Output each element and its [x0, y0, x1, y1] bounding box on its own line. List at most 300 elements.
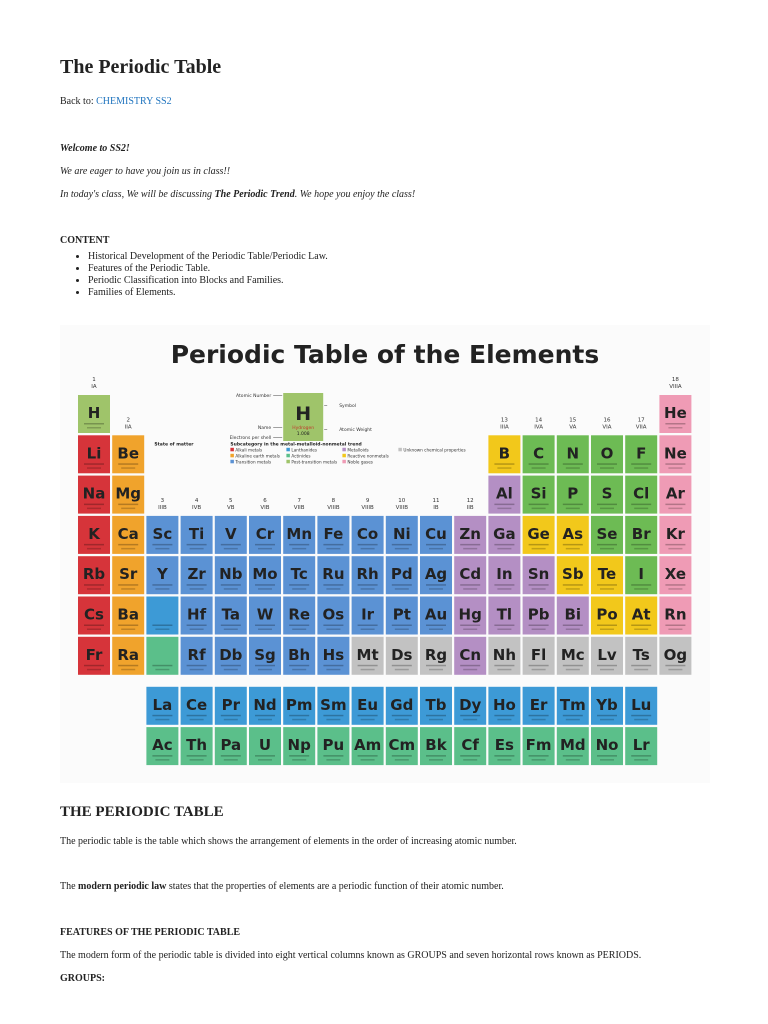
element-detail-line: [631, 665, 651, 667]
element-detail-line: [224, 719, 238, 721]
list-item: • Historical Development of the Periodic Table/Periodic Law.: [88, 251, 328, 263]
element-detail-line: [665, 625, 685, 627]
element-detail-line: [494, 625, 514, 627]
element-symbol: Zr: [187, 565, 206, 584]
legend-item-label: Lanthanides: [291, 447, 318, 453]
element-symbol: Pt: [392, 605, 411, 624]
element-symbol: In: [496, 565, 513, 584]
element-detail-line: [289, 665, 309, 667]
element-symbol: Md: [559, 736, 586, 755]
group-number-label: 1: [92, 377, 96, 383]
element-detail-line: [463, 719, 477, 721]
element-detail-line: [597, 584, 617, 586]
group-roman-label: VA: [569, 424, 577, 431]
element-symbol: F: [636, 444, 647, 463]
element-detail-line: [532, 719, 546, 721]
element-detail-line: [87, 508, 101, 510]
element-detail-line: [118, 584, 138, 586]
element-symbol: Mo: [252, 565, 278, 584]
element-detail-line: [323, 625, 343, 627]
element-detail-line: [121, 467, 135, 469]
element-detail-line: [118, 463, 138, 465]
element-symbol: Fr: [85, 645, 103, 664]
element-symbol: Rg: [424, 645, 448, 664]
element-symbol: Lv: [597, 645, 617, 664]
group-roman-label: IIIA: [500, 424, 509, 431]
element-symbol: Nb: [219, 565, 243, 584]
group-roman-label: VIIIB: [395, 504, 409, 511]
back-prefix: Back to:: [60, 96, 97, 107]
element-symbol: Lu: [631, 695, 652, 714]
element-detail-line: [429, 759, 443, 761]
law-suffix: states that the properties of elements are a periodic function of their atomic number.: [166, 881, 504, 892]
element-symbol: Sb: [562, 565, 584, 584]
element-detail-line: [224, 588, 238, 590]
element-symbol: Ds: [391, 645, 413, 664]
element-symbol: Nd: [253, 695, 277, 714]
element-detail-line: [121, 548, 135, 550]
group-number-label: 3: [160, 497, 165, 504]
key-label-atomic-weight: Atomic Weight: [339, 428, 372, 433]
element-detail-line: [668, 669, 682, 671]
element-symbol: Ag: [424, 565, 448, 584]
legend-item-label: Alkali metals: [235, 447, 263, 453]
group-roman-label: VIIIB: [327, 504, 340, 511]
element-detail-line: [258, 759, 272, 761]
element-symbol: Sr: [119, 565, 138, 584]
element-detail-line: [566, 629, 580, 631]
element-detail-line: [634, 759, 648, 761]
element-symbol: Tc: [290, 565, 308, 584]
legend-swatch: [286, 454, 290, 458]
element-detail-line: [224, 669, 238, 671]
legend-item-label: Noble gases: [347, 459, 373, 465]
element-detail-line: [258, 629, 272, 631]
element-detail-line: [84, 665, 104, 667]
element-detail-line: [361, 588, 375, 590]
element-detail-line: [497, 629, 511, 631]
element-symbol: Pa: [220, 736, 242, 755]
element-detail-line: [597, 755, 617, 757]
content-list: [60, 251, 328, 299]
element-detail-line: [532, 467, 546, 469]
legend-item-label: Post-transition metals: [291, 459, 338, 465]
element-symbol: Bi: [564, 605, 582, 624]
group-number-label: 18: [671, 377, 679, 383]
element-symbol: Pb: [527, 605, 550, 624]
element-symbol: Cf: [461, 736, 479, 755]
element-symbol: O: [600, 444, 614, 463]
element-detail-line: [566, 719, 580, 721]
element-detail-line: [634, 719, 648, 721]
legend-swatch: [286, 460, 290, 464]
element-symbol: Se: [596, 524, 618, 543]
group-roman-label: VIIA: [635, 424, 647, 431]
element-detail-line: [529, 584, 549, 586]
element-detail-line: [600, 629, 614, 631]
element-detail-line: [326, 759, 340, 761]
element-symbol: Au: [424, 605, 448, 624]
group-roman-label: VIIIA: [669, 384, 682, 390]
element-detail-line: [529, 625, 549, 627]
element-symbol: Cd: [459, 565, 482, 584]
groups-heading: GROUPS:: [60, 973, 105, 984]
element-symbol: Li: [86, 444, 102, 463]
group-number-label: 17: [637, 417, 645, 424]
element-detail-line: [258, 588, 272, 590]
section-heading: THE PERIODIC TABLE: [60, 804, 224, 820]
element-detail-line: [121, 669, 135, 671]
element-detail-line: [87, 669, 101, 671]
group-number-label: 8: [331, 497, 336, 504]
group-number-label: 10: [398, 497, 406, 504]
element-symbol: Ho: [492, 695, 516, 714]
element-detail-line: [392, 625, 412, 627]
element-detail-line: [566, 759, 580, 761]
element-detail-line: [395, 548, 409, 550]
element-detail-line: [634, 669, 648, 671]
group-number-label: 2: [126, 417, 130, 424]
element-detail-line: [529, 504, 549, 506]
element-symbol: Ni: [392, 524, 411, 543]
group-roman-label: VB: [227, 504, 235, 511]
element-detail-line: [292, 548, 306, 550]
legend-swatch: [342, 454, 346, 458]
element-detail-line: [668, 548, 682, 550]
element-symbol: Si: [530, 484, 547, 503]
element-symbol: P: [567, 484, 579, 503]
element-detail-line: [665, 504, 685, 506]
element-detail-line: [429, 719, 443, 721]
element-symbol: Tm: [559, 695, 586, 714]
element-symbol: N: [566, 444, 580, 463]
groups-periods-paragraph: The modern form of the periodic table is divided into eight vertical columns known as GROUPS and seven horizontal rows known as PERIODS.: [60, 950, 642, 961]
element-detail-line: [597, 504, 617, 506]
element-detail-line: [152, 584, 172, 586]
element-detail-line: [460, 665, 480, 667]
element-detail-line: [187, 584, 207, 586]
legend-swatch: [342, 460, 346, 464]
legend-swatch: [342, 448, 346, 452]
element-symbol: Sn: [527, 565, 550, 584]
element-detail-line: [289, 625, 309, 627]
element-detail-line: [426, 625, 446, 627]
element-detail-line: [494, 544, 514, 546]
element-detail-line: [668, 427, 682, 429]
element-symbol: Eu: [357, 695, 379, 714]
element-detail-line: [600, 669, 614, 671]
group-roman-label: IIB: [466, 504, 474, 511]
element-detail-line: [665, 423, 685, 425]
element-symbol: Dy: [459, 695, 482, 714]
element-symbol: I: [638, 565, 644, 584]
element-detail-line: [84, 463, 104, 465]
element-detail-line: [566, 548, 580, 550]
element-detail-line: [395, 588, 409, 590]
group-number-label: 7: [297, 497, 301, 504]
element-detail-line: [292, 719, 306, 721]
key-symbol: H: [295, 403, 312, 425]
element-detail-line: [392, 715, 412, 717]
element-detail-line: [392, 584, 412, 586]
group-number-label: 16: [603, 417, 611, 424]
element-detail-line: [289, 544, 309, 546]
element-detail-line: [358, 625, 378, 627]
element-detail-line: [426, 544, 446, 546]
element-symbol: Mc: [560, 645, 585, 664]
element-detail-line: [84, 423, 104, 425]
element-symbol: Cl: [633, 484, 650, 503]
element-symbol: Tl: [496, 605, 513, 624]
element-detail-line: [84, 504, 104, 506]
element-detail-line: [292, 759, 306, 761]
element-detail-line: [494, 755, 514, 757]
element-symbol: Th: [186, 736, 208, 755]
element-detail-line: [358, 755, 378, 757]
element-detail-line: [289, 584, 309, 586]
element-detail-line: [494, 504, 514, 506]
element-detail-line: [532, 548, 546, 550]
element-detail-line: [121, 508, 135, 510]
element-symbol: Nh: [492, 645, 517, 664]
element-detail-line: [258, 719, 272, 721]
element-detail-line: [631, 755, 651, 757]
group-number-label: 13: [500, 417, 508, 424]
element-detail-line: [665, 665, 685, 667]
element-detail-line: [221, 625, 241, 627]
element-symbol: Ar: [665, 484, 685, 503]
group-number-label: 11: [432, 497, 440, 504]
today-bold: The Periodic Trend: [214, 189, 295, 200]
element-detail-line: [563, 625, 583, 627]
element-symbol: Pu: [322, 736, 345, 755]
element-symbol: H: [87, 404, 101, 422]
element-detail-line: [221, 584, 241, 586]
element-detail-line: [463, 588, 477, 590]
element-detail-line: [497, 759, 511, 761]
element-detail-line: [361, 759, 375, 761]
element-detail-line: [392, 544, 412, 546]
element-detail-line: [494, 584, 514, 586]
group-roman-label: VIA: [602, 424, 612, 431]
element-detail-line: [221, 715, 241, 717]
element-detail-line: [255, 584, 275, 586]
element-symbol: Ir: [361, 605, 375, 624]
element-detail-line: [155, 669, 169, 671]
element-detail-line: [187, 755, 207, 757]
group-roman-label: VIIIB: [361, 504, 374, 511]
legend-item-label: Unknown chemical properties: [403, 447, 466, 453]
element-detail-line: [87, 427, 101, 429]
element-symbol: Tb: [425, 695, 447, 714]
element-detail-line: [289, 715, 309, 717]
element-symbol: K: [88, 524, 100, 543]
group-roman-label: IIIB: [158, 504, 167, 511]
key-name: Hydrogen: [292, 426, 315, 431]
element-detail-line: [121, 588, 135, 590]
element-detail-line: [668, 508, 682, 510]
element-symbol: Rf: [187, 645, 206, 664]
element-detail-line: [152, 755, 172, 757]
element-detail-line: [190, 629, 204, 631]
element-symbol: Os: [322, 605, 345, 624]
element-detail-line: [292, 588, 306, 590]
group-roman-label: VIB: [260, 504, 270, 511]
element-detail-line: [323, 715, 343, 717]
element-detail-line: [255, 544, 275, 546]
law-prefix: The: [60, 881, 79, 892]
element-detail-line: [361, 548, 375, 550]
element-detail-line: [326, 588, 340, 590]
element-symbol: Lr: [632, 736, 650, 755]
element-detail-line: [463, 548, 477, 550]
element-detail-line: [597, 625, 617, 627]
element-detail-line: [395, 669, 409, 671]
element-detail-line: [187, 715, 207, 717]
element-detail-line: [155, 629, 169, 631]
element-detail-line: [529, 463, 549, 465]
element-detail-line: [497, 508, 511, 510]
legend-item-label: Reactive nonmetals: [347, 453, 389, 459]
group-roman-label: VIIB: [293, 504, 305, 511]
element-detail-line: [600, 548, 614, 550]
element-detail-line: [597, 715, 617, 717]
element-symbol: Ce: [186, 695, 208, 714]
element-detail-line: [358, 665, 378, 667]
breadcrumb: [60, 96, 172, 107]
element-detail-line: [258, 548, 272, 550]
element-symbol: Rn: [664, 605, 687, 624]
element-symbol: Ca: [117, 524, 139, 543]
definition-paragraph: The periodic table is the table which shows the arrangement of elements in the order of increasing atomic number.: [60, 836, 517, 847]
element-detail-line: [668, 588, 682, 590]
element-symbol: Gd: [390, 695, 414, 714]
element-detail-line: [155, 548, 169, 550]
element-detail-line: [187, 665, 207, 667]
list-item: • Families of Elements.: [88, 287, 328, 299]
element-detail-line: [326, 719, 340, 721]
element-symbol: Fl: [530, 645, 547, 664]
element-detail-line: [563, 544, 583, 546]
element-detail-line: [597, 665, 617, 667]
element-detail-line: [597, 544, 617, 546]
group-number-label: 4: [194, 497, 199, 504]
element-detail-line: [155, 588, 169, 590]
element-symbol: Bk: [425, 736, 447, 755]
element-symbol: Ru: [322, 565, 345, 584]
element-detail-line: [221, 544, 241, 546]
legend-swatch: [230, 460, 234, 464]
element-detail-line: [600, 759, 614, 761]
element-symbol: Fm: [525, 736, 552, 755]
element-detail-line: [429, 669, 443, 671]
element-detail-line: [631, 463, 651, 465]
element-detail-line: [190, 548, 204, 550]
element-detail-line: [361, 629, 375, 631]
element-detail-line: [668, 629, 682, 631]
element-detail-line: [84, 584, 104, 586]
welcome-text: Welcome to SS2!: [60, 143, 130, 154]
element-detail-line: [532, 588, 546, 590]
legend-swatch: [230, 454, 234, 458]
element-detail-line: [190, 588, 204, 590]
element-detail-line: [634, 508, 648, 510]
element-symbol: Cs: [84, 605, 104, 624]
element-detail-line: [395, 759, 409, 761]
element-symbol: Br: [631, 524, 651, 543]
element-detail-line: [224, 759, 238, 761]
element-detail-line: [258, 669, 272, 671]
element-detail-line: [87, 588, 101, 590]
element-symbol: Ts: [632, 645, 650, 664]
element-detail-line: [497, 669, 511, 671]
key-label-atomic-number: Atomic Number: [236, 394, 272, 399]
element-symbol: Be: [117, 444, 140, 463]
element-detail-line: [187, 544, 207, 546]
element-detail-line: [563, 665, 583, 667]
element-detail-line: [84, 544, 104, 546]
element-detail-line: [563, 463, 583, 465]
element-detail-line: [292, 629, 306, 631]
key-label-symbol: Symbol: [339, 404, 356, 409]
element-detail-line: [429, 588, 443, 590]
element-symbol: Ga: [493, 524, 516, 543]
today-text: [60, 189, 415, 200]
back-link-chemistry-ss2[interactable]: CHEMISTRY SS2: [96, 96, 172, 107]
element-detail-line: [529, 715, 549, 717]
element-symbol: Cn: [459, 645, 482, 664]
element-symbol: Rh: [356, 565, 379, 584]
list-item: • Features of the Periodic Table.: [88, 263, 328, 275]
element-detail-line: [634, 467, 648, 469]
element-detail-line: [494, 665, 514, 667]
element-detail-line: [361, 719, 375, 721]
element-detail-line: [497, 467, 511, 469]
element-detail-line: [221, 755, 241, 757]
element-symbol: Db: [219, 645, 243, 664]
element-detail-line: [668, 467, 682, 469]
element-detail-line: [121, 629, 135, 631]
today-prefix: In today's class, We will be discussing: [60, 189, 215, 200]
element-symbol: Mn: [286, 524, 313, 543]
element-detail-line: [566, 467, 580, 469]
element-detail-line: [563, 504, 583, 506]
element-detail-line: [255, 625, 275, 627]
element-symbol: Cu: [425, 524, 447, 543]
element-symbol: Er: [529, 695, 548, 714]
element-symbol: Am: [353, 736, 382, 755]
element-detail-line: [529, 665, 549, 667]
element-symbol: Pm: [285, 695, 313, 714]
element-detail-line: [152, 665, 172, 667]
element-detail-line: [460, 755, 480, 757]
element-detail-line: [152, 625, 172, 627]
element-symbol: Np: [287, 736, 311, 755]
element-symbol: Xe: [664, 565, 687, 584]
element-detail-line: [255, 665, 275, 667]
element-detail-line: [600, 508, 614, 510]
element-detail-line: [358, 715, 378, 717]
key-label-name: Name: [257, 426, 272, 431]
element-detail-line: [600, 467, 614, 469]
element-symbol: He: [664, 404, 687, 422]
element-detail-line: [634, 588, 648, 590]
element-detail-line: [460, 544, 480, 546]
element-symbol: Hs: [322, 645, 345, 664]
element-detail-line: [563, 584, 583, 586]
element-detail-line: [326, 629, 340, 631]
element-detail-line: [255, 715, 275, 717]
